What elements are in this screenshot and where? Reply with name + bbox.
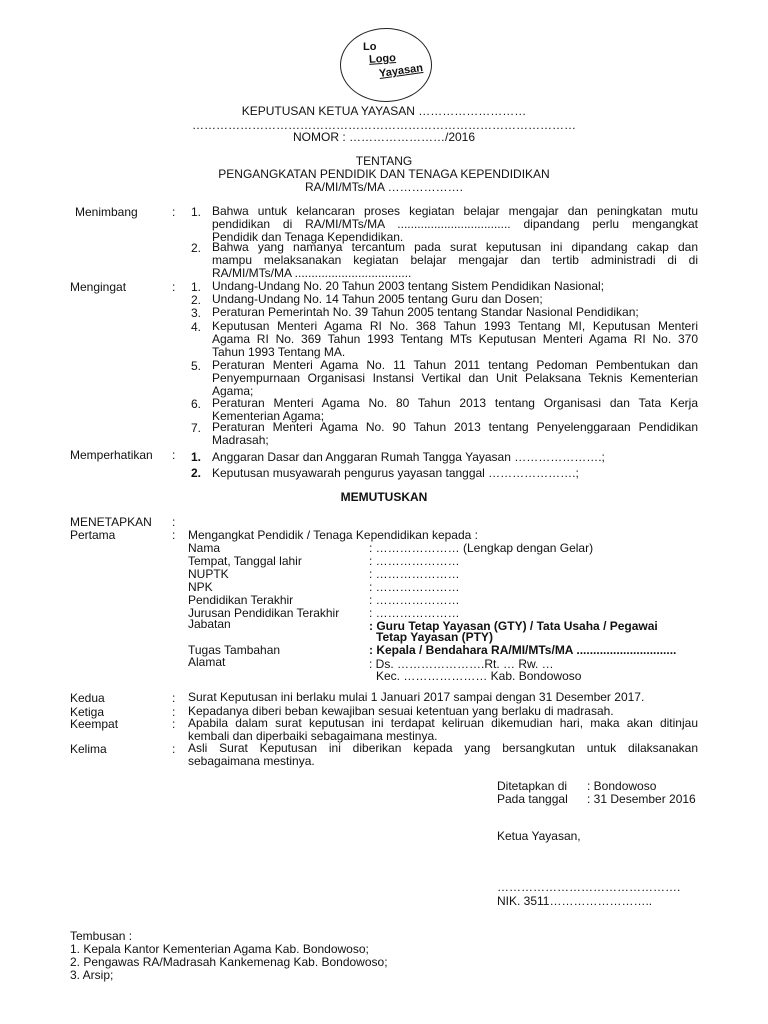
logo-text-3: Yayasan [378, 61, 424, 81]
list-number: 1. [190, 280, 201, 294]
field-label-alamat: Alamat [188, 655, 226, 669]
tentang-heading: TENTANG [355, 154, 413, 168]
keempat-label: Keempat [70, 717, 119, 731]
mengingat-item-3 [212, 306, 698, 319]
text-line: Kementerian Agama; [212, 409, 325, 423]
list-number: 6. [190, 397, 201, 411]
list-number: 1. [190, 205, 201, 219]
field-label-npk: NPK [188, 580, 213, 594]
list-number: 7. [190, 421, 201, 435]
field-value-alamat: : Ds. ………………….Rt. … Rw. … [369, 657, 554, 671]
field-label-jurusan: Jurusan Pendidikan Terakhir [188, 606, 340, 620]
text-line: RA/MI/MTs/MA ................................... [212, 266, 412, 280]
field-label-pendidikan: Pendidikan Terakhir [188, 593, 294, 607]
kelima-label: Kelima [70, 742, 107, 756]
field-value-pendidikan: : ………………… [369, 593, 460, 607]
text-line: Undang-Undang No. 20 Tahun 2003 tentang Sistem Pendidikan Nasional; [212, 279, 605, 293]
tanggal-label: Pada tanggal [497, 792, 568, 806]
list-number: 2. [190, 293, 201, 307]
list-number: 2. [190, 241, 201, 255]
kelima-text [188, 742, 698, 768]
list-number: 1. [190, 450, 201, 464]
text-line: Peraturan Menteri Agama No. 11 Tahun 2011 tentang Pedoman Pembentukan dan [212, 358, 698, 372]
field-value-jabatan: : Guru Tetap Yayasan (GTY) / Tata Usaha / Pegawai [369, 619, 658, 633]
colon: : [172, 705, 176, 719]
tembusan-label: Tembusan : [70, 929, 133, 943]
keempat-text [188, 717, 698, 743]
signature-nik: NIK. 3511…………………….. [497, 894, 653, 908]
title-dots: …………………………………………………………………………………… [192, 118, 576, 132]
text-line: Keputusan Menteri Agama RI No. 368 Tahun 1993 Tentang MI, Keputusan Menteri [212, 319, 698, 333]
memperhatikan-label: Memperhatikan [70, 448, 153, 462]
text-line: Bahwa untuk kelancaran proses kegiatan belajar mengajar dan peningkatan mutu [212, 204, 698, 218]
kedua-label: Kedua [70, 691, 105, 705]
text-line: Undang-Undang No. 14 Tahun 2005 tentang Guru dan Dosen; [212, 292, 543, 306]
ditetapkan-label: Ditetapkan di [497, 779, 568, 793]
text-line: Penyempurnaan Organisasi Instansi Vertikal dan Unit Pelaksana Teknis Kementerian [212, 371, 698, 385]
tembusan-item-3: 3. Arsip; [70, 968, 114, 982]
memperhatikan-item-1: Anggaran Dasar dan Anggaran Rumah Tangga Yayasan ………………….; [212, 450, 605, 464]
field-value-nuptk: : ………………… [369, 567, 460, 581]
mengingat-item-7 [212, 421, 698, 447]
text-line: Peraturan Menteri Agama No. 90 Tahun 2013 tentang Penyelenggaraan Pendidikan [212, 420, 698, 434]
memutuskan-heading: MEMUTUSKAN [340, 490, 428, 504]
list-number: 4. [190, 320, 201, 334]
colon: : [172, 448, 176, 462]
text-line: sebagaimana mestinya. [188, 754, 315, 768]
kedua-text [188, 691, 698, 704]
tembusan-item-1: 1. Kepala Kantor Kementerian Agama Kab. Bondowoso; [70, 942, 369, 956]
colon: : [172, 742, 176, 756]
colon: : [172, 205, 176, 219]
text-line: Peraturan Pemerintah No. 39 Tahun 2005 tentang Standar Nasional Pendidikan; [212, 305, 639, 319]
field-label-tugas: Tugas Tambahan [188, 643, 281, 657]
logo-text-1: Lo [363, 41, 377, 53]
field-label-nama: Nama [188, 541, 221, 555]
text-line: Surat Keputusan ini berlaku mulai 1 Januari 2017 sampai dengan 31 Desember 2017. [188, 690, 645, 704]
field-label-ttl: Tempat, Tanggal lahir [188, 554, 302, 568]
mengingat-item-5 [212, 359, 698, 398]
text-line: Tahun 1993 Tentang MA. [212, 345, 346, 359]
field-value-npk: : ………………… [369, 580, 460, 594]
colon: : [172, 280, 176, 294]
document-title: KEPUTUSAN KETUA YAYASAN ……………………… [241, 104, 527, 118]
list-number: 3. [190, 306, 201, 320]
text-line: Asli Surat Keputusan ini diberikan kepada yang bersangkutan untuk dilaksanakan [188, 741, 698, 755]
field-value-jabatan-2: Tetap Yayasan (PTY) [376, 630, 493, 644]
pertama-intro: Mengangkat Pendidik / Tenaga Kependidikan kepada : [188, 528, 478, 542]
text-line: pendidikan di RA/MI/MTs/MA .................................. dipandang perlu mengangkat [212, 217, 698, 231]
field-label-nuptk: NUPTK [188, 567, 229, 581]
colon: : [172, 691, 176, 705]
signature-name-line: ………………………………………. [497, 880, 681, 894]
colon: : [172, 717, 176, 731]
pertama-label: Pertama [70, 528, 116, 542]
mengingat-item-4 [212, 320, 698, 359]
tanggal-value: : 31 Desember 2016 [587, 792, 696, 806]
menetapkan-label: MENETAPKAN [70, 515, 152, 529]
text-line: Agama; [212, 384, 254, 398]
tembusan-item-2: 2. Pengawas RA/Madrasah Kankemenag Kab. Bondowoso; [70, 955, 388, 969]
text-line: Pendidik dan Tenaga Kependidikan. [212, 230, 404, 244]
field-label-jabatan: Jabatan [188, 617, 231, 631]
text-line: Madrasah; [212, 433, 269, 447]
text-line: Peraturan Menteri Agama No. 80 Tahun 2013 tentang Organisasi dan Tata Kerja [212, 396, 698, 410]
subject-line-2: RA/MI/MTs/MA ………………. [304, 180, 463, 194]
menimbang-item-2 [212, 241, 698, 280]
signature-role: Ketua Yayasan, [497, 829, 581, 843]
field-value-alamat-2: Kec. ………………… Kab. Bondowoso [376, 669, 582, 683]
document-number: NOMOR : ……………………/2016 [292, 130, 476, 144]
colon: : [172, 515, 176, 529]
field-value-tugas: : Kepala / Bendahara RA/MI/MTs/MA .............................. [369, 643, 677, 657]
memperhatikan-item-2: Keputusan musyawarah pengurus yayasan tanggal ………………….; [212, 466, 579, 480]
menimbang-label: Menimbang [75, 205, 138, 219]
text-line: Apabila dalam surat keputusan ini terdapat keliruan dikemudian hari, maka akan ditinjau [188, 716, 698, 730]
text-line: Agama RI No. 369 Tahun 1993 Tentang MTs Keputusan Menteri Agama RI No. 370 [212, 332, 698, 346]
field-value-jurusan: : ………………… [369, 606, 460, 620]
text-line: Bahwa yang namanya tercantum pada surat keputusan ini dipandang cakap dan [212, 240, 698, 254]
mengingat-label: Mengingat [70, 280, 127, 294]
text-line: kembali dan diperbaiki sebagaimana mestinya. [188, 729, 438, 743]
text-line: mampu melaksanakan kegiatan belajar mengajar dan tertib administradi di di [212, 253, 698, 267]
subject-line-1: PENGANGKATAN PENDIDIK DAN TENAGA KEPENDIDIKAN [218, 167, 550, 181]
colon: : [172, 528, 176, 542]
field-value-nama: : ………………… (Lengkap dengan Gelar) [369, 541, 594, 555]
list-number: 2. [190, 466, 201, 480]
text-line: Kepadanya diberi beban kewajiban sesuai ketentuan yang berlaku di madrasah. [188, 704, 614, 718]
logo-text-2: Logo [368, 52, 397, 66]
menimbang-item-1 [212, 205, 698, 244]
list-number: 5. [190, 359, 201, 373]
logo-yayasan [340, 28, 432, 102]
ditetapkan-value: : Bondowoso [587, 779, 657, 793]
field-value-ttl: : ………………… [369, 554, 460, 568]
ketiga-label: Ketiga [70, 705, 105, 719]
